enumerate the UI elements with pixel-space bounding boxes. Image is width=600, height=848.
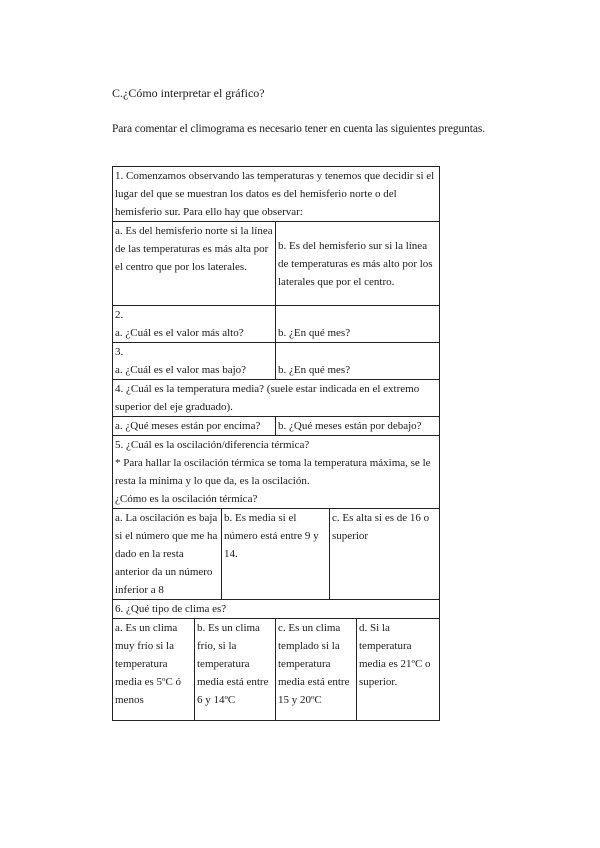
q6-option-a: a. Es un clima muy frío si la temperatura media es 5ºC ó menos [113,619,195,721]
q5-question: ¿Cómo es la oscilación térmica? [115,493,258,505]
q4-option-b: b. ¿Qué meses están por debajo? [276,417,440,436]
q5-option-b: b. Es media si el número está entre 9 y 14. [222,509,330,600]
q5-cell [113,436,440,509]
q3-option-a: a. ¿Cuál es el valor mas bajo? [115,364,247,376]
q2-option-b: b. ¿En qué mes? [278,327,351,339]
q4-text: 4. ¿Cuál es la temperatura media? (suele estar indicada en el extremo superior del eje graduado). [113,380,440,417]
questions-table [112,166,440,721]
q2-cell-b [276,306,440,343]
q5-note: * Para hallar la oscilación térmica se toma la temperatura máxima, se le resta la mínima y lo que da, es la oscilación. [115,457,431,487]
q6-option-b: b. Es un clima frío, si la temperatura media está entre 6 y 14ºC [195,619,276,721]
q5-option-c: c. Es alta si es de 16 o superior [330,509,440,600]
q2-number: 2. [115,309,124,321]
q1-option-b: b. Es del hemisferio sur si la línea de temperaturas es más alto por los laterales que por el centro. [276,222,440,306]
q5-title: 5. ¿Cuál es la oscilación/diferencia térmica? [115,439,310,451]
intro-text: Para comentar el climograma es necesario tener en cuenta las siguientes preguntas. [112,123,486,135]
section-heading: C.¿Cómo interpretar el gráfico? [112,86,265,100]
q2-cell-a [113,306,276,343]
q1-text: 1. Comenzamos observando las temperaturas y tenemos que decidir si el lugar del que se muestran los datos es del hemisferio norte o del hemisferio sur. Para ello hay que observar: [113,167,440,222]
q3-option-b: b. ¿En qué mes? [278,364,351,376]
q3-cell-a [113,343,276,380]
q2-option-a: a. ¿Cuál es el valor más alto? [115,327,244,339]
q4-option-a: a. ¿Qué meses están por encima? [113,417,276,436]
q3-cell-b [276,343,440,380]
q5-option-a: a. La oscilación es baja si el número que me ha dado en la resta anterior da un número inferior a 8 [113,509,222,600]
q6-option-c: c. Es un clima templado si la temperatura media está entre 15 y 20ºC [276,619,357,721]
q3-number: 3. [115,346,124,358]
q6-title: 6. ¿Qué tipo de clima es? [113,600,440,619]
q1-option-a: a. Es del hemisferio norte si la línea de las temperaturas es más alta por el centro que por los laterales. [113,222,276,306]
q6-option-d: d. Si la temperatura media es 21ºC o superior. [357,619,440,721]
